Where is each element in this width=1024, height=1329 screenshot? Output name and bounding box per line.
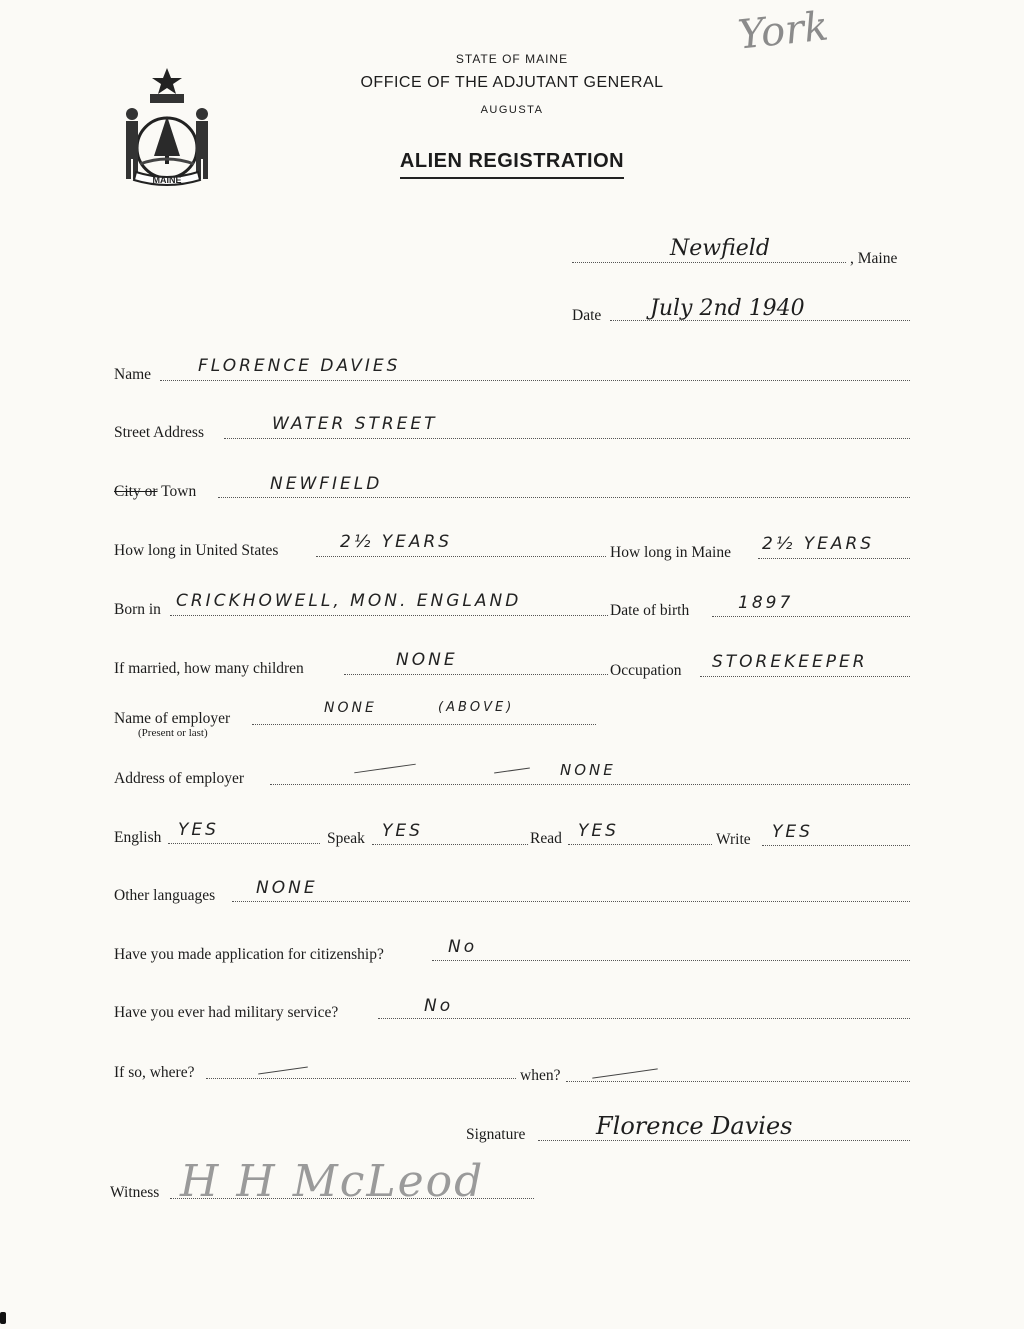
employer-sublabel: (Present or last) <box>138 727 208 739</box>
name-label: Name <box>114 366 152 383</box>
read-label: Read <box>530 830 562 847</box>
dob-line <box>712 616 910 617</box>
speak-line <box>372 844 528 845</box>
employer-line <box>252 724 596 725</box>
citizenship-label: Have you made application for citizenship? <box>114 946 384 963</box>
dob-label: Date of birth <box>610 602 690 619</box>
seal-text: MAINE <box>152 175 182 185</box>
name-value: FLORENCE DAVIES <box>198 356 401 376</box>
write-line <box>762 845 910 846</box>
street-value: WATER STREET <box>272 414 438 434</box>
employer-value: NONE <box>324 700 377 716</box>
write-label: Write <box>716 831 751 848</box>
employer-note: (ABOVE) <box>438 700 515 715</box>
town-label: City or Town <box>114 483 197 500</box>
signature-line <box>538 1140 910 1141</box>
where-label: If so, where? <box>114 1064 195 1081</box>
town-line <box>572 262 846 263</box>
city-value: NEWFIELD <box>270 474 383 494</box>
us-years-value: 2½ YEARS <box>340 532 453 552</box>
occupation-line <box>700 676 910 677</box>
street-label: Street Address <box>114 424 204 441</box>
signature-value: Florence Davies <box>596 1112 793 1140</box>
scan-edge-mark <box>0 1312 6 1324</box>
witness-signature: H H McLeod <box>180 1156 485 1207</box>
signature-label: Signature <box>466 1126 526 1143</box>
citizenship-line <box>432 960 910 961</box>
maine-years-value: 2½ YEARS <box>762 534 875 554</box>
write-value: YES <box>772 822 813 842</box>
us-years-line <box>316 556 606 557</box>
military-label: Have you ever had military service? <box>114 1004 339 1021</box>
office-heading: OFFICE OF THE ADJUTANT GENERAL <box>360 74 664 91</box>
occupation-value: STOREKEEPER <box>712 652 868 672</box>
speak-value: YES <box>382 821 423 841</box>
dash-mark <box>592 1068 657 1078</box>
maine-years-line <box>758 558 910 559</box>
born-label: Born in <box>114 601 161 618</box>
military-line <box>378 1018 910 1019</box>
county-annotation: York <box>735 3 831 59</box>
born-line <box>170 615 608 616</box>
read-line <box>568 844 712 845</box>
other-languages-line <box>232 901 910 902</box>
born-value: CRICKHOWELL, MON. ENGLAND <box>176 591 522 611</box>
military-value: No <box>424 996 454 1016</box>
street-line <box>224 438 910 439</box>
dash-mark <box>494 767 530 773</box>
speak-label: Speak <box>327 830 365 847</box>
children-value: NONE <box>396 650 458 670</box>
town-value: Newfield <box>670 236 770 261</box>
employer-address-label: Address of employer <box>114 770 244 787</box>
english-label: English <box>114 829 162 846</box>
occupation-label: Occupation <box>610 662 682 679</box>
maine-label: , Maine <box>850 250 898 267</box>
english-value: YES <box>178 820 219 840</box>
other-languages-value: NONE <box>256 878 318 898</box>
dash-mark <box>354 764 416 774</box>
english-line <box>168 843 320 844</box>
name-line <box>160 380 910 381</box>
employer-label: Name of employer <box>114 710 231 727</box>
date-label: Date <box>572 307 602 324</box>
children-label: If married, how many children <box>114 660 304 677</box>
date-value: July 2nd 1940 <box>650 296 805 321</box>
other-languages-label: Other languages <box>114 887 216 904</box>
when-label: when? <box>520 1067 561 1084</box>
where-line <box>206 1078 516 1079</box>
maine-years-label: How long in Maine <box>610 544 731 561</box>
us-years-label: How long in United States <box>114 542 279 559</box>
form-title: ALIEN REGISTRATION <box>0 150 1024 179</box>
employer-address-value: NONE <box>560 761 616 779</box>
children-line <box>344 674 608 675</box>
dob-value: 1897 <box>738 593 794 613</box>
read-value: YES <box>578 821 619 841</box>
dash-mark <box>258 1067 308 1075</box>
state-heading: STATE OF MAINE <box>455 52 569 66</box>
when-line <box>566 1081 910 1082</box>
citizenship-value: No <box>448 937 478 957</box>
city-heading: AUGUSTA <box>480 104 544 116</box>
city-line <box>218 497 910 498</box>
employer-address-line <box>270 784 910 785</box>
witness-label: Witness <box>110 1184 160 1201</box>
